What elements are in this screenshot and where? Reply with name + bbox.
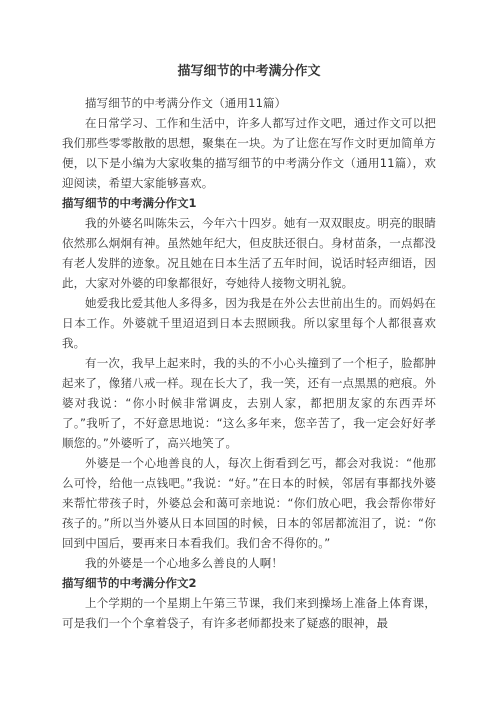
section-2-heading: 描写细节的中考满分作文2 (62, 576, 197, 590)
section-1-paragraph: 有一次，我早上起来时，我的头的不小心头撞到了一个柜子，脸都肿起来了，像猪八戒一样。现在长大了，我一笑，还有一点黑黑的疤痕。外婆对我说：“你小时候非常调皮，去别人家，都把朋友家的东西弄坏了。”我听了，不好意思地说：“这么多年来，您辛苦了，我一定会好好孝顺您的。”外婆听了，高兴地笑了。 (62, 356, 436, 450)
document-title: 描写细节的中考满分作文 (177, 64, 321, 79)
intro-title: 描写细节的中考满分作文（通用11篇） (85, 96, 287, 110)
section-1-paragraph: 我的外婆是一个心地多么善良的人啊！ (85, 556, 284, 570)
section-1-paragraph: 外婆是一个心地善良的人，每次上街看到乞丐，都会对我说：“他那么可怜，给他一点钱吧。”我说：“好。”在日本的时候，邻居有事都找外婆来帮忙带孩子时，外婆总会和蔼可亲地说：“你们放心吧，我会帮你带好孩子的。”所以当外婆从日本回国的时候，日本的邻居都流泪了，说：“你回到中国后，要再来日本看我们。我们舍不得你的。” (62, 456, 436, 550)
section-1-paragraph: 她爱我比爱其他人多得多，因为我是在外公去世前出生的。而妈妈在日本工作。外婆就千里迢迢到日本去照顾我。所以家里每个人都很喜欢我。 (62, 296, 436, 350)
intro-paragraph: 在日常学习、工作和生活中，许多人都写过作文吧，通过作文可以把我们那些零零散散的思想，聚集在一块。为了让您在写作文时更加简单方便，以下是小编为大家收集的描写细节的中考满分作文（通用11篇），欢迎阅读，希望大家能够喜欢。 (62, 116, 436, 190)
section-1-heading: 描写细节的中考满分作文1 (62, 196, 197, 210)
section-2-paragraph: 上个学期的一个星期上午第三节课，我们来到操场上准备上体育课，可是我们一个个拿着袋子，有许多老师都投来了疑惑的眼神，最 (62, 596, 436, 630)
section-1-paragraph: 我的外婆名叫陈朱云，今年六十四岁。她有一双双眼皮。明亮的眼睛依然那么炯炯有神。虽然她年纪大，但皮肤还很白。身材苗条，一点都没有老人发胖的迹象。况且她在日本生活了五年时间，说话时轻声细语，因此，大家对外婆的印象都很好，夸她待人接物文明礼貌。 (62, 216, 436, 290)
